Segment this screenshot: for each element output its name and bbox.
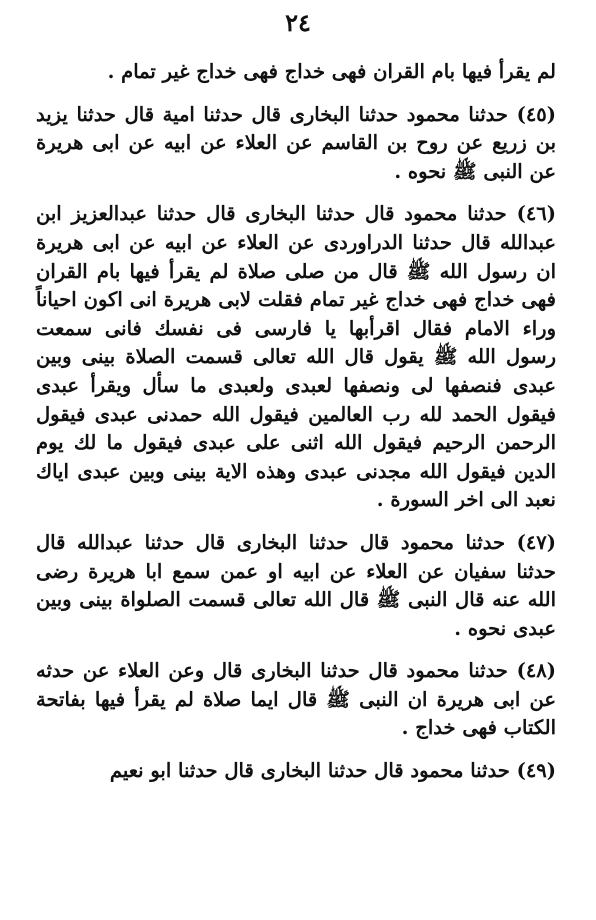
hadith-number: (٤٦) — [516, 202, 556, 226]
paragraph-48 — [36, 657, 556, 743]
paragraph-text: حدثنا محمود قال حدثنا البخارى قال حدثنا ابو نعيم — [109, 759, 510, 783]
paragraph-45 — [36, 101, 556, 187]
page-number: ٢٤ — [285, 8, 311, 37]
paragraph-text: حدثنا محمود حدثنا البخارى قال حدثنا امية قال حدثنا يزيد بن زريع عن روح بن القاسم عن العلاء عن ابيه عن ابى هريرة عن النبى ﷺ نحوه . — [36, 102, 556, 183]
paragraph-continuation — [36, 58, 556, 87]
paragraph-49 — [36, 757, 556, 786]
paragraph-47 — [36, 529, 556, 643]
hadith-number: (٤٩) — [516, 759, 556, 783]
hadith-number: (٤٥) — [516, 102, 556, 126]
body-text — [36, 58, 556, 786]
hadith-number: (٤٨) — [516, 659, 556, 683]
paragraph-46 — [36, 200, 556, 515]
paragraph-text: حدثنا محمود قال حدثنا البخارى قال وعن العلاء عن حدثه عن ابى هريرة ان النبى ﷺ قال ايما صلاة لم يقرأ فيها بفاتحة الكتاب فهى خداج . — [36, 659, 556, 740]
paragraph-text: حدثنا محمود قال حدثنا البخارى قال حدثنا عبدالله قال حدثنا سفيان عن العلاء عن ابيه او عمن سمع ابا هريرة رضى الله عنه قال النبى ﷺ قال الله تعالى قسمت الصلواة بينى وبين عبدى نحوه . — [36, 530, 556, 640]
hadith-number: (٤٧) — [516, 530, 556, 554]
paragraph-text: لم يقرأ فيها بام القران فهى خداج فهى خداج غير تمام . — [107, 60, 556, 83]
paragraph-text: حدثنا محمود قال حدثنا البخارى قال حدثنا عبدالعزيز ابن عبدالله قال حدثنا الدراوردى عن العلاء عن ابيه عن ابى هريرة ان رسول الله ﷺ قال من صلى صلاة لم يقرأ فيها بام القران فهى خداج فهى خداج غير تمام فقلت لابى هريرة انى اكون احياناً وراء الامام فقال اقرأبها يا فارسى فى نفسك فانى سمعت رسول الله ﷺ يقول قال الله تعالى قسمت الصلاة بينى وبين عبدى فنصفها لى ونصفها لعبدى ولعبدى ما سأل ويقرأ عبدى فيقول الحمد لله رب العالمين فيقول الله حمدنى عبدى فيقول الرحمن الرحيم فيقول الله اثنى على عبدى فيقول ما لك يوم الدين فيقول الله مجدنى عبدى وهذه الاية بينى وبين عبدى اياك نعبد الى اخر السورة . — [36, 202, 556, 512]
